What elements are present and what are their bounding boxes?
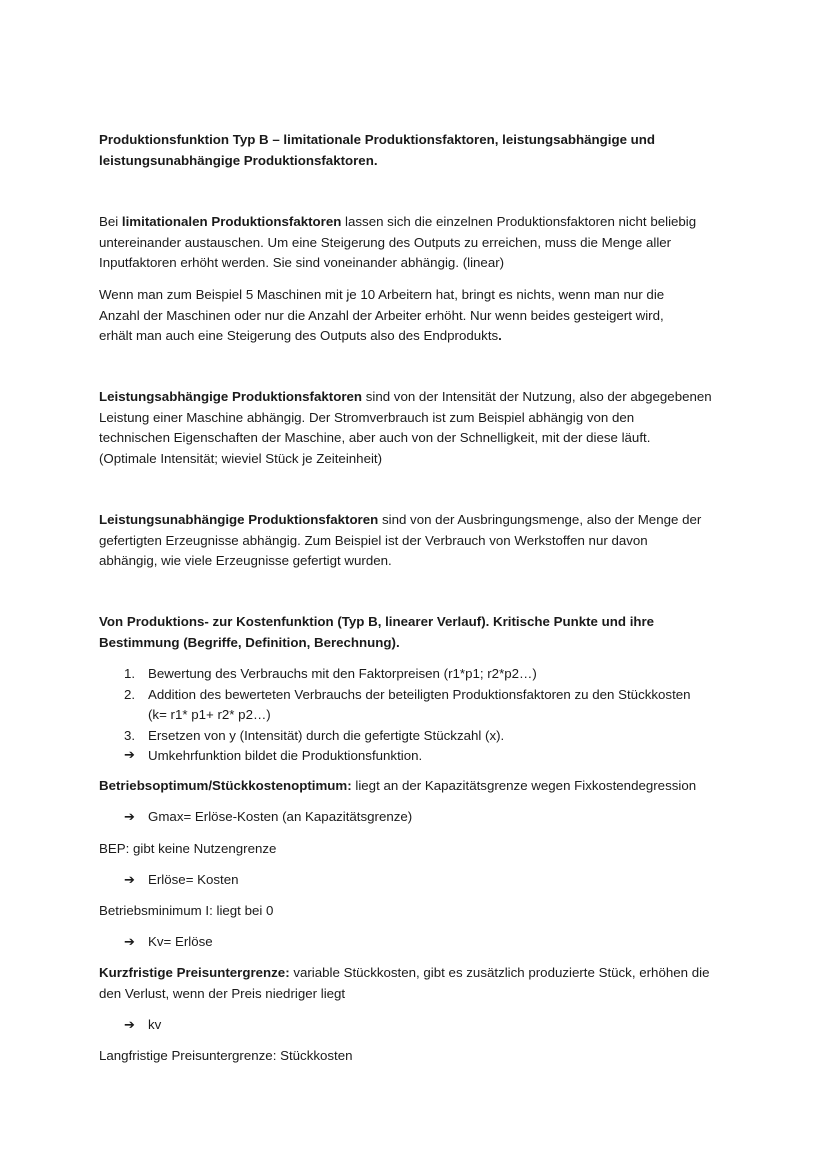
list-item <box>99 726 739 747</box>
text: variable Stückkosten, gibt es zusätzlich produzierte Stück, erhöhen die <box>289 965 710 980</box>
arrow-item-kv <box>124 1015 161 1037</box>
steps-list <box>99 664 739 767</box>
heading-line: leistungsunabhängige Produktionsfaktoren. <box>99 152 378 168</box>
list-number: 3. <box>124 727 136 743</box>
paragraph-kurzfristige-puG <box>99 963 739 1004</box>
term-leistungsabhaengig: Leistungsabhängige Produktionsfaktoren <box>99 389 363 404</box>
term-betriebsoptimum: Betriebsoptimum/Stückkostenoptimum: <box>99 778 352 793</box>
list-text: Bewertung des Verbrauchs mit den Faktorpreisen (r1*p1; r2*p2…) <box>148 666 537 681</box>
list-text: Ersetzen von y (Intensität) durch die gefertigte Stückzahl (x). <box>148 727 505 743</box>
heading-line: Produktionsfunktion Typ B – limitationale Produktionsfaktoren, leistungsabhängige und <box>99 132 656 147</box>
text: (Optimale Intensität; wieviel Stück je Zeiteinheit) <box>99 450 383 466</box>
right-arrow-icon: ➔ <box>124 810 135 825</box>
paragraph-betriebsoptimum <box>99 776 739 797</box>
right-arrow-icon: ➔ <box>124 748 135 763</box>
paragraph-bep <box>99 839 739 860</box>
paragraph-leistungsunabhaengig <box>99 510 739 572</box>
heading-cost-function <box>99 612 739 653</box>
text: BEP: gibt keine Nutzengrenze <box>99 841 277 856</box>
text: erhält man auch eine Steigerung des Outputs also des Endprodukts <box>99 328 499 343</box>
text: liegt an der Kapazitätsgrenze wegen Fixkostendegression <box>351 778 697 793</box>
list-item <box>99 685 739 726</box>
text: Leistung einer Maschine abhängig. Der Stromverbrauch ist zum Beispiel abhängig von den <box>99 409 635 425</box>
paragraph-langfristige-puG <box>99 1046 739 1067</box>
right-arrow-icon: ➔ <box>124 1018 135 1033</box>
text: . <box>498 328 502 343</box>
right-arrow-icon: ➔ <box>124 935 135 950</box>
text: Bei <box>99 214 122 229</box>
paragraph-example <box>99 285 739 347</box>
arrow-item-minimum <box>124 932 213 954</box>
text: Betriebsminimum I: liegt bei 0 <box>99 903 274 918</box>
arrow-text: Erlöse= Kosten <box>148 872 239 887</box>
heading-production-function <box>99 130 739 171</box>
arrow-text: Gmax= Erlöse-Kosten (an Kapazitätsgrenze) <box>148 809 413 824</box>
paragraph-leistungsabhaengig <box>99 387 739 469</box>
text: sind von der Intensität der Nutzung, also der abgegebenen <box>362 389 712 404</box>
text: Wenn man zum Beispiel 5 Maschinen mit je 10 Arbeitern hat, bringt es nichts, wenn man nur die <box>99 287 665 302</box>
list-item <box>99 664 739 685</box>
text: gefertigten Erzeugnisse abhängig. Zum Beispiel ist der Verbrauch von Werkstoffen nur davon <box>99 532 648 548</box>
term-kurzfristige-puG: Kurzfristige Preisuntergrenze: <box>99 965 290 980</box>
paragraph-betriebsminimum <box>99 901 739 922</box>
text: den Verlust, wenn der Preis niedriger liegt <box>99 985 346 1001</box>
list-text: Umkehrfunktion bildet die Produktionsfunktion. <box>148 748 423 763</box>
arrow-item-gmax <box>124 807 412 829</box>
arrow-text: Kv= Erlöse <box>148 934 213 949</box>
text: Anzahl der Maschinen oder nur die Anzahl der Arbeiter erhöht. Nur wenn beides gesteigert wird, <box>99 307 664 323</box>
paragraph-limitational <box>99 212 739 274</box>
term-leistungsunabhaengig: Leistungsunabhängige Produktionsfaktoren <box>99 512 379 527</box>
text: Inputfaktoren erhöht werden. Sie sind voneinander abhängig. (linear) <box>99 255 505 270</box>
arrow-text: kv <box>148 1017 162 1032</box>
text: lassen sich die einzelnen Produktionsfaktoren nicht beliebig <box>341 214 697 229</box>
text: technischen Eigenschaften der Maschine, aber auch von der Schnelligkeit, mit der diese läuft. <box>99 430 651 445</box>
list-number: 2. <box>124 686 136 702</box>
list-text: (k= r1* p1+ r2* p2…) <box>148 707 271 722</box>
right-arrow-icon: ➔ <box>124 873 135 888</box>
text: untereinander austauschen. Um eine Steigerung des Outputs zu erreichen, muss die Menge aller <box>99 234 672 250</box>
list-item <box>99 746 739 767</box>
term-limitational: limitationalen Produktionsfaktoren <box>121 214 342 229</box>
text: abhängig, wie viele Erzeugnisse gefertigt wurden. <box>99 553 392 568</box>
list-text: Addition des bewerteten Verbrauchs der beteiligten Produktionsfaktoren zu den Stückkosten <box>148 686 691 702</box>
arrow-item-bep <box>124 870 239 892</box>
text: Langfristige Preisuntergrenze: Stückkosten <box>99 1048 353 1063</box>
heading-line: Von Produktions- zur Kostenfunktion (Typ B, linearer Verlauf). Kritische Punkte und ihre <box>99 614 655 629</box>
list-number: 1. <box>124 666 136 681</box>
heading-line: Bestimmung (Begriffe, Definition, Berechnung). <box>99 634 400 650</box>
text: sind von der Ausbringungsmenge, also der Menge der <box>378 512 702 527</box>
